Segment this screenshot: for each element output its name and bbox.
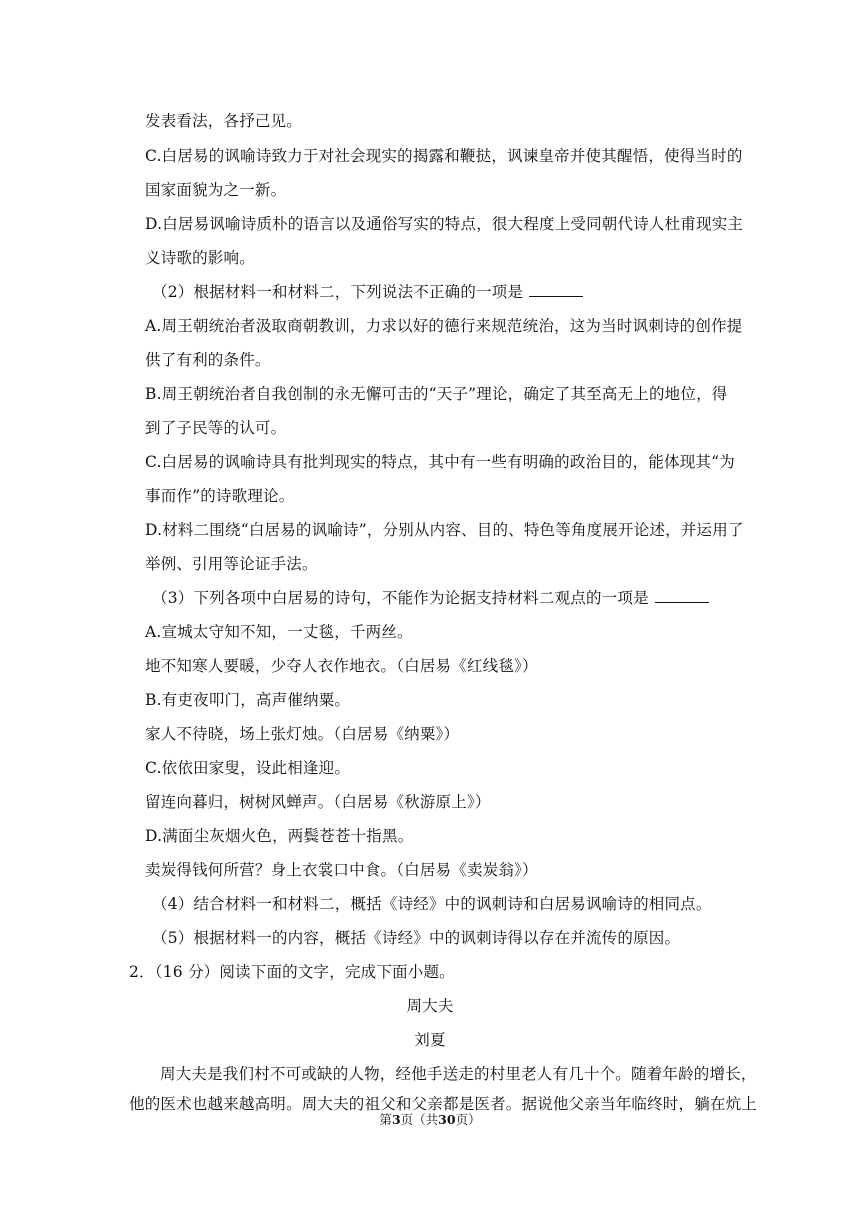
answer-blank: [529, 282, 583, 297]
option-a-line: A.周王朝统治者汲取商朝教训，力求以好的德行来规范统治，这为当时讽刺诗的创作提: [145, 317, 743, 335]
option-d-line: D.白居易讽喻诗质朴的语言以及通俗写实的特点，很大程度上受同朝代诗人杜甫现实主: [145, 215, 744, 233]
question-2: [152, 282, 742, 302]
footer-page-number: 3: [391, 1112, 401, 1127]
question-3: [152, 588, 742, 608]
text-line: 事而作”的诗歌理论。: [145, 487, 295, 505]
article-author: 刘夏: [414, 1031, 446, 1049]
text-line: 义诗歌的影响。: [145, 249, 255, 267]
option-a-line: A.宣城太守知不知，一丈毯，千两丝。: [145, 623, 413, 641]
option-b-line: B.周王朝统治者自我创制的永无懈可击的“天子”理论，确定了其至高无上的地位，得: [145, 385, 728, 403]
text-line: 举例、引用等论证手法。: [145, 555, 318, 573]
question-4: （4）结合材料一和材料二，概括《诗经》中的讽刺诗和白居易讽喻诗的相同点。: [152, 895, 712, 913]
question-5: （5）根据材料一的内容，概括《诗经》中的讽刺诗得以存在并流传的原因。: [152, 929, 681, 947]
question-2-text: （2）根据材料一和材料二，下列说法不正确的一项是: [152, 283, 524, 301]
footer-suffix: 页）: [455, 1112, 481, 1127]
article-title: 周大夫: [406, 997, 454, 1015]
footer-prefix: 第: [379, 1112, 392, 1127]
option-d-line: D.满面尘灰烟火色，两鬓苍苍十指黑。: [145, 827, 414, 845]
option-c-line: C.白居易的讽喻诗致力于对社会现实的揭露和鞭挞，讽谏皇帝并使其醒悟，使得当时的: [145, 147, 743, 165]
text-line: 国家面貌为之一新。: [145, 181, 287, 199]
text-line: 供了有利的条件。: [145, 351, 271, 369]
footer-mid: 页（共: [400, 1112, 439, 1127]
option-c-line: C.白居易的讽喻诗具有批判现实的特点，其中有一些有明确的政治目的，能体现其“为: [145, 453, 735, 471]
article-paragraph-line: 他的医术也越来越高明。周大夫的祖父和父亲都是医者。据说他父亲当年临终时，躺在炕上: [129, 1095, 758, 1113]
question-3-text: （3）下列各项中白居易的诗句，不能作为论据支持材料二观点的一项是: [152, 589, 649, 607]
option-b-line: B.有吏夜叩门，高声催纳粟。: [145, 691, 351, 709]
footer-total-pages: 30: [438, 1112, 456, 1127]
option-d-line: D.材料二围绕“白居易的讽喻诗”，分别从内容、目的、特色等角度展开论述，并运用了: [145, 521, 744, 539]
article-paragraph-line: 周大夫是我们村不可或缺的人物，经他手送走的村里老人有几十个。随着年龄的增长，: [160, 1065, 757, 1083]
poem-line: 卖炭得钱何所营？身上衣裳口中食。（白居易《卖炭翁》）: [145, 861, 538, 879]
page-footer: [0, 1112, 860, 1128]
text-line: 到了子民等的认可。: [145, 419, 287, 437]
section-2-heading: 2．（16 分）阅读下面的文字，完成下面小题。: [129, 963, 455, 981]
text-line: 发表看法，各抒己见。: [145, 112, 303, 130]
poem-line: 留连向暮归，树树风蝉声。（白居易《秋游原上》）: [145, 793, 491, 811]
poem-line: 地不知寒人要暖，少夺人衣作地衣。（白居易《红线毯》）: [145, 657, 538, 675]
answer-blank: [655, 588, 709, 603]
option-c-line: C.依依田家叟，设此相逢迎。: [145, 759, 351, 777]
poem-line: 家人不待晓，场上张灯烛。（白居易《纳粟》）: [145, 725, 460, 743]
